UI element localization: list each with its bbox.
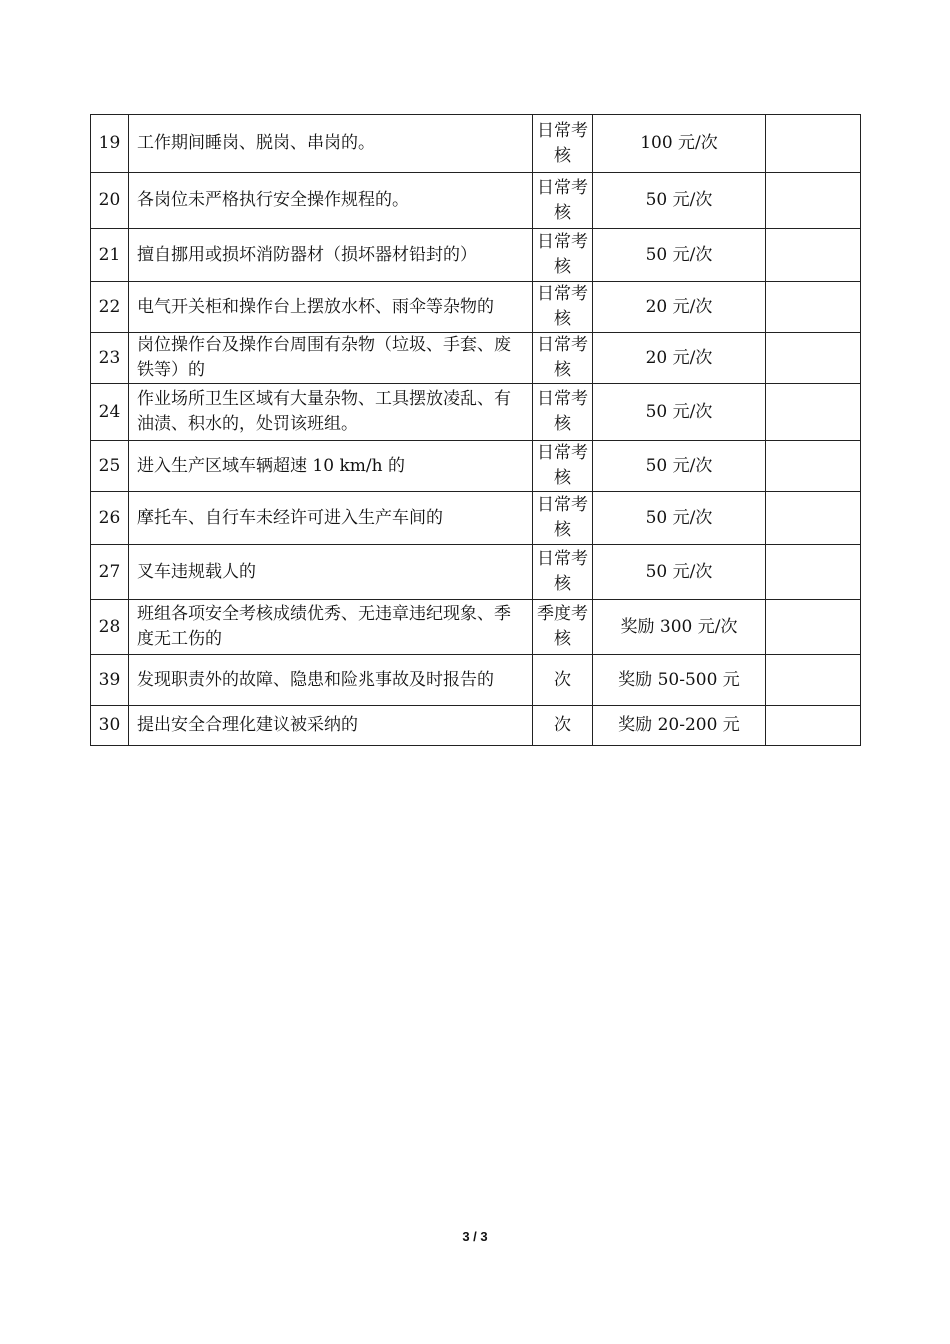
row-number: 19 [91,115,129,173]
row-item: 工作期间睡岗、脱岗、串岗的。 [129,115,533,173]
row-assessment-type: 日常考核 [533,173,593,229]
row-item: 提出安全合理化建议被采纳的 [129,706,533,746]
row-number: 20 [91,173,129,229]
row-assessment-type: 日常考核 [533,384,593,441]
table-row [91,545,861,600]
row-amount: 20 元/次 [593,282,766,333]
table-row [91,333,861,384]
row-assessment-type: 次 [533,706,593,746]
table-row [91,115,861,173]
row-number: 21 [91,229,129,282]
row-number: 22 [91,282,129,333]
row-item: 各岗位未严格执行安全操作规程的。 [129,173,533,229]
row-assessment-type: 日常考核 [533,492,593,545]
row-note [766,173,861,229]
row-note [766,492,861,545]
table-row [91,282,861,333]
table-row [91,706,861,746]
row-note [766,229,861,282]
table-row [91,229,861,282]
row-item: 叉车违规载人的 [129,545,533,600]
row-note [766,655,861,706]
row-note [766,333,861,384]
row-item: 发现职责外的故障、隐患和险兆事故及时报告的 [129,655,533,706]
row-amount: 50 元/次 [593,384,766,441]
row-number: 30 [91,706,129,746]
row-assessment-type: 日常考核 [533,333,593,384]
row-amount: 50 元/次 [593,173,766,229]
row-number: 25 [91,441,129,492]
table-row [91,384,861,441]
row-assessment-type: 日常考核 [533,115,593,173]
row-item: 作业场所卫生区域有大量杂物、工具摆放凌乱、有油渍、积水的，处罚该班组。 [129,384,533,441]
row-item: 班组各项安全考核成绩优秀、无违章违纪现象、季度无工伤的 [129,600,533,655]
row-item: 岗位操作台及操作台周围有杂物（垃圾、手套、废铁等）的 [129,333,533,384]
row-item: 电气开关柜和操作台上摆放水杯、雨伞等杂物的 [129,282,533,333]
row-item: 摩托车、自行车未经许可进入生产车间的 [129,492,533,545]
row-number: 27 [91,545,129,600]
row-number: 23 [91,333,129,384]
row-note [766,384,861,441]
row-number: 39 [91,655,129,706]
row-amount: 奖励 20-200 元 [593,706,766,746]
row-assessment-type: 季度考核 [533,600,593,655]
row-assessment-type: 日常考核 [533,282,593,333]
row-assessment-type: 日常考核 [533,441,593,492]
row-note [766,115,861,173]
table-row [91,441,861,492]
row-amount: 50 元/次 [593,492,766,545]
row-note [766,441,861,492]
row-note [766,600,861,655]
table-row [91,600,861,655]
row-amount: 100 元/次 [593,115,766,173]
row-amount: 50 元/次 [593,441,766,492]
row-amount: 50 元/次 [593,229,766,282]
row-note [766,282,861,333]
row-item: 擅自挪用或损坏消防器材（损坏器材铅封的） [129,229,533,282]
row-item: 进入生产区域车辆超速 10 km/h 的 [129,441,533,492]
page-number: 3 / 3 [462,1229,488,1244]
row-number: 28 [91,600,129,655]
row-amount: 50 元/次 [593,545,766,600]
row-amount: 奖励 50-500 元 [593,655,766,706]
table-row [91,655,861,706]
row-assessment-type: 日常考核 [533,229,593,282]
table-row [91,492,861,545]
row-amount: 20 元/次 [593,333,766,384]
regulation-table [90,114,861,746]
row-number: 24 [91,384,129,441]
row-note [766,706,861,746]
table-row [91,173,861,229]
row-assessment-type: 日常考核 [533,545,593,600]
row-amount: 奖励 300 元/次 [593,600,766,655]
row-note [766,545,861,600]
row-number: 26 [91,492,129,545]
row-assessment-type: 次 [533,655,593,706]
